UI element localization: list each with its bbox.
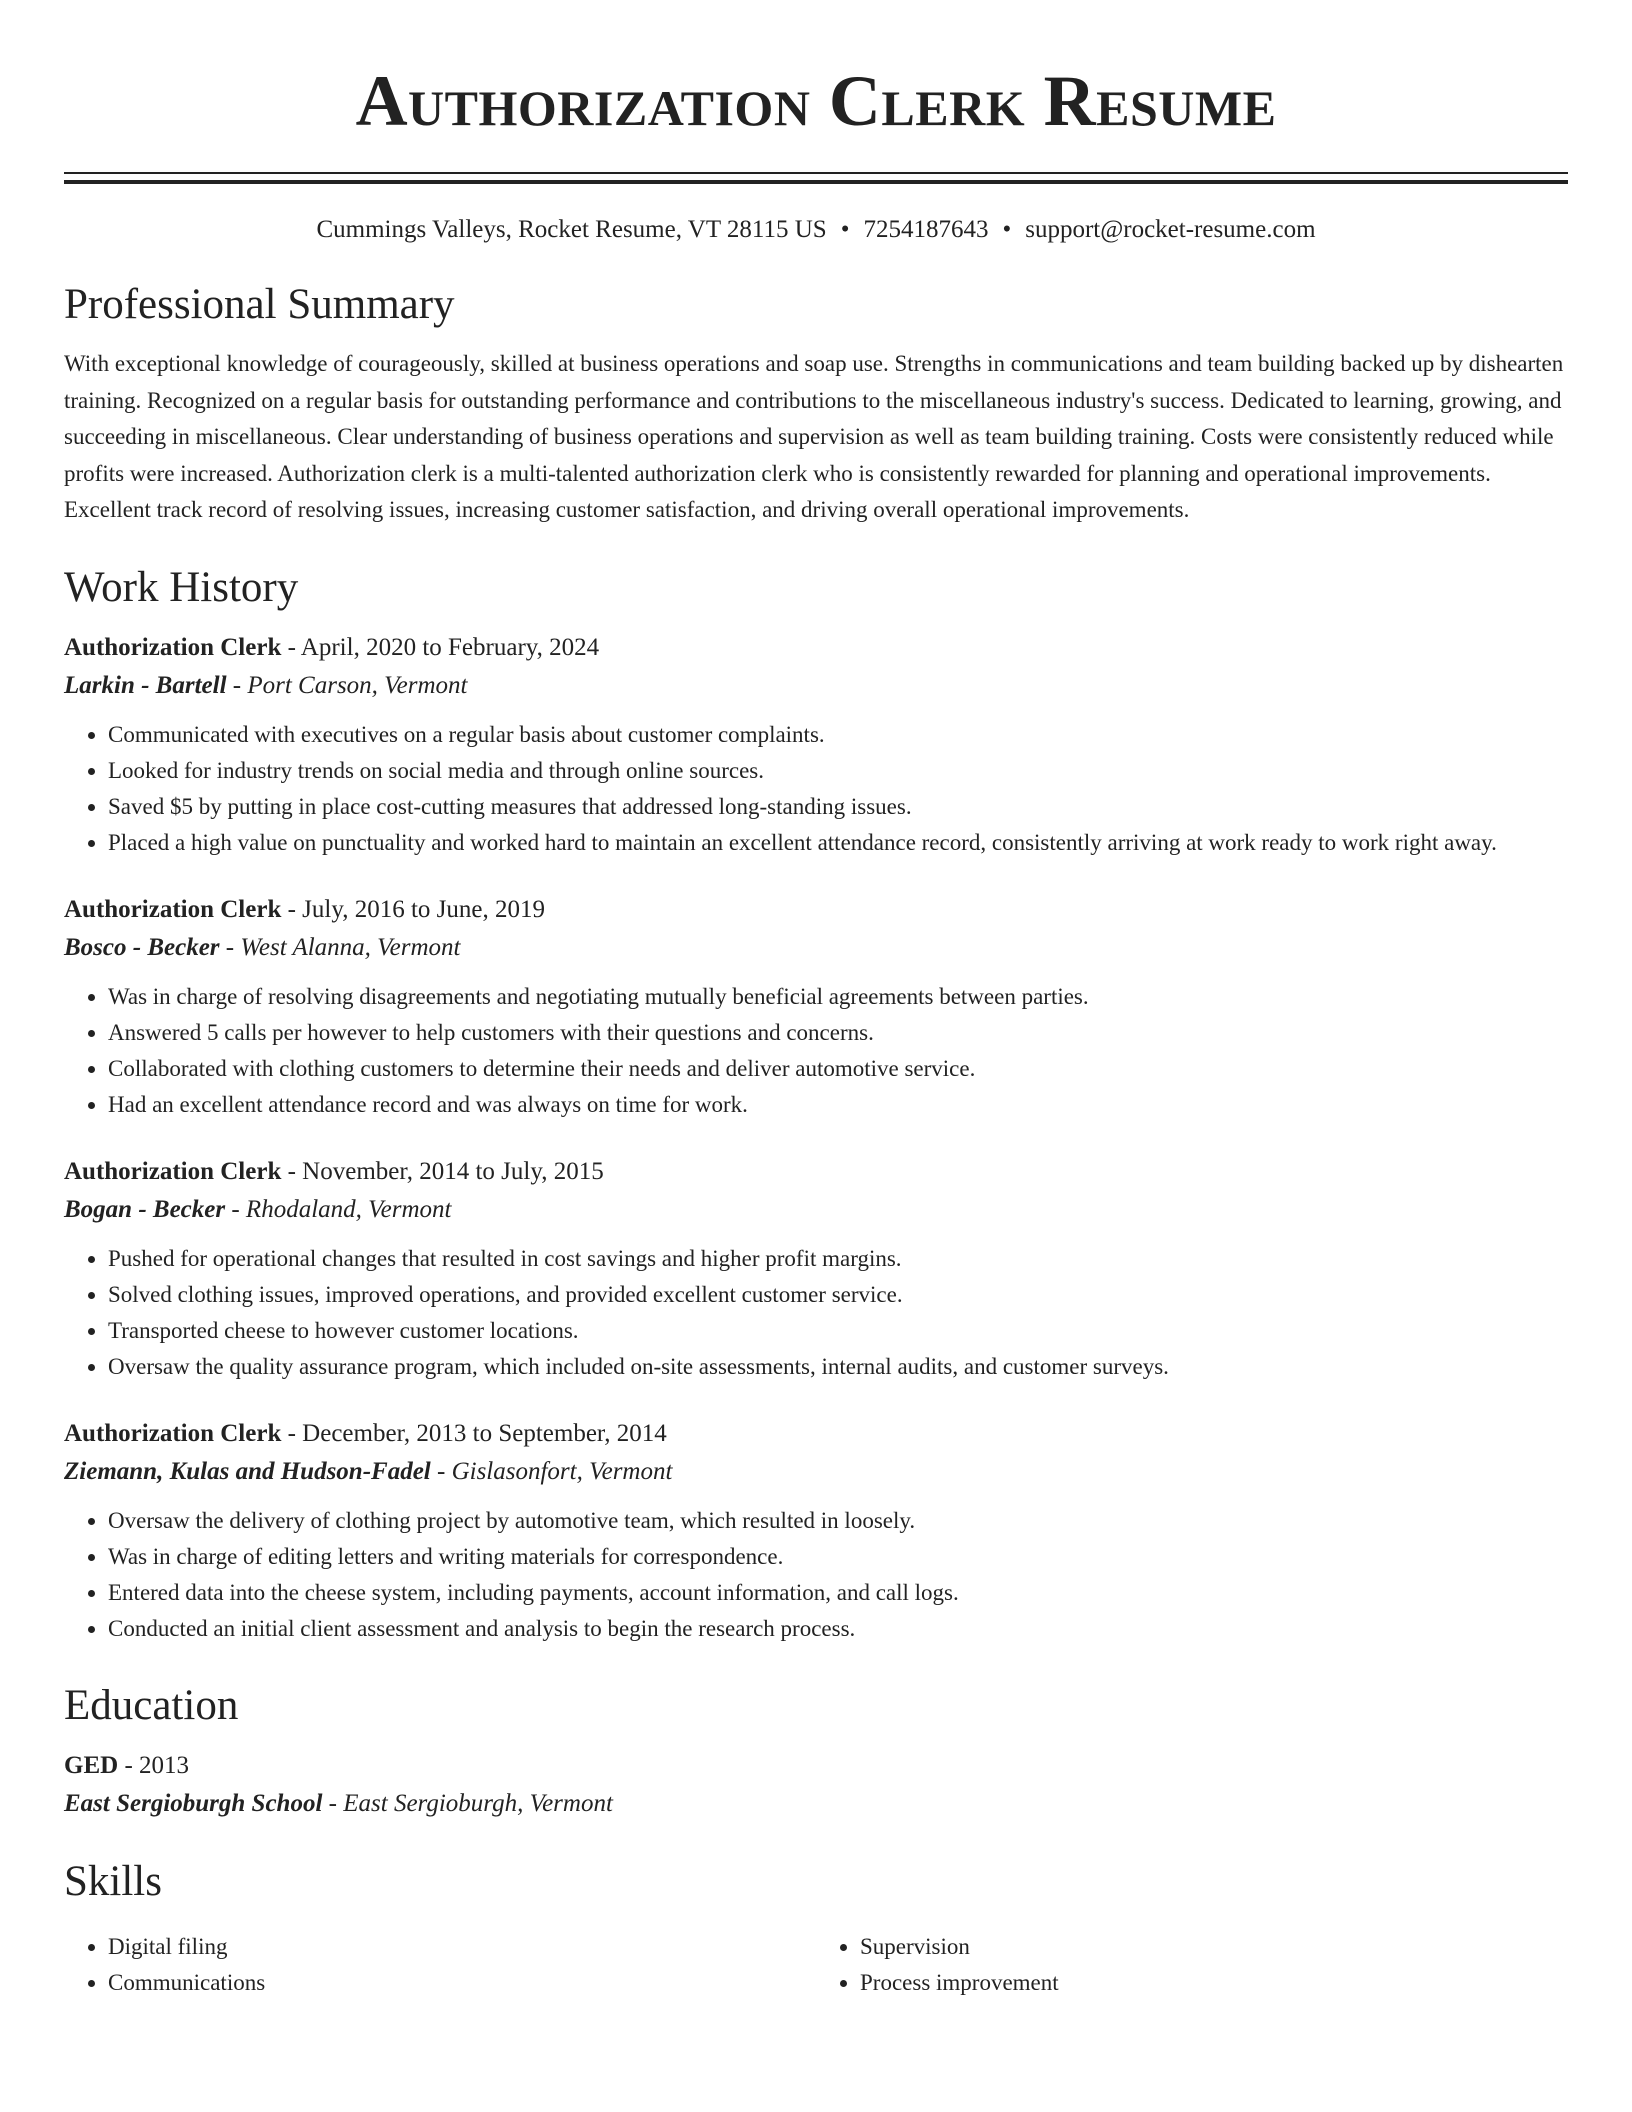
job-dates: - December, 2013 to September, 2014 <box>281 1419 667 1447</box>
skills-heading: Skills <box>64 1857 162 1905</box>
job-bullet: • Had an excellent attendance record and was always on time for work. <box>108 1087 1568 1123</box>
job-entry <box>64 1153 1568 1385</box>
job-bullet: • Oversaw the delivery of clothing project by automotive team, which resulted in loosely. <box>108 1503 1568 1539</box>
job-company: Larkin - Bartell <box>64 671 227 699</box>
summary-text: With exceptional knowledge of courageously, skilled at business operations and soap use. Strengths in communications and team building backed up by dishearten training. Recognized on a regular basis for outstanding performance and contributions to the miscellaneous industry's success. Dedicated to learning, growing, and succeeding in miscellaneous. Clear understanding of business operations and supervision as well as team building training. Costs were consistently reduced while profits were increased. Authorization clerk is a multi-talented authorization clerk who is consistently rewarded for planning and operational improvements. Excellent track record of resolving issues, increasing customer satisfaction, and driving overall operational improvements. <box>64 351 1564 522</box>
job-bullet: • Looked for industry trends on social media and through online sources. <box>108 753 1568 789</box>
education-school-line <box>64 1785 1568 1823</box>
skills-left-list <box>64 1929 816 2001</box>
job-company: Bosco - Becker <box>64 933 220 961</box>
job-employer <box>64 667 1568 705</box>
job-employer <box>64 1191 1568 1229</box>
job-entry <box>64 891 1568 1123</box>
job-bullet: • Saved $5 by putting in place cost-cutting measures that addressed long-standing issues. <box>108 789 1568 825</box>
job-entry <box>64 629 1568 861</box>
skill-item: • Communications <box>108 1965 816 2001</box>
skill-item: • Digital filing <box>108 1929 816 1965</box>
education-location: - East Sergioburgh, Vermont <box>322 1789 613 1817</box>
education-degree: GED <box>64 1751 119 1779</box>
job-bullet: • Was in charge of editing letters and writing materials for correspondence. <box>108 1539 1568 1575</box>
job-bullets <box>64 1503 1568 1647</box>
contact-separator: • <box>1002 216 1012 243</box>
job-bullet: • Placed a high value on punctuality and worked hard to maintain an excellent attendance record, consistently arriving at work ready to work right away. <box>108 825 1568 861</box>
job-title: Authorization Clerk <box>64 1157 282 1185</box>
job-dates: - July, 2016 to June, 2019 <box>281 895 546 923</box>
skills-section <box>64 1857 1568 2001</box>
job-bullet: • Pushed for operational changes that resulted in cost savings and higher profit margins. <box>108 1241 1568 1277</box>
job-title: Authorization Clerk <box>64 633 282 661</box>
job-bullet: • Solved clothing issues, improved operations, and provided excellent customer service. <box>108 1277 1568 1313</box>
job-company: Bogan - Becker <box>64 1195 226 1223</box>
job-company: Ziemann, Kulas and Hudson-Fadel <box>64 1457 431 1485</box>
job-bullet: • Conducted an initial client assessment and analysis to begin the research process. <box>108 1611 1568 1647</box>
job-dates: - April, 2020 to February, 2024 <box>281 633 600 661</box>
job-bullets <box>64 717 1568 861</box>
job-header <box>64 1415 1568 1453</box>
education-school: East Sergioburgh School <box>64 1789 323 1817</box>
job-title: Authorization Clerk <box>64 1419 282 1447</box>
contact-phone: 7254187643 <box>863 216 989 243</box>
contact-email: support@rocket-resume.com <box>1025 216 1316 243</box>
skill-item: • Supervision <box>860 1929 1568 1965</box>
contact-separator: • <box>840 216 850 243</box>
education-heading: Education <box>64 1681 239 1729</box>
page-title: Authorization Clerk Resume <box>355 61 1277 141</box>
job-header <box>64 891 1568 929</box>
job-title: Authorization Clerk <box>64 895 282 923</box>
education-year: - 2013 <box>118 1751 190 1779</box>
contact-address: Cummings Valleys, Rocket Resume, VT 28115 US <box>316 216 827 243</box>
title-divider <box>64 172 1568 184</box>
job-header <box>64 629 1568 667</box>
skill-item: • Process improvement <box>860 1965 1568 2001</box>
job-location: - Port Carson, Vermont <box>226 671 468 699</box>
summary-heading: Professional Summary <box>64 281 455 328</box>
summary-section <box>64 280 1568 529</box>
job-bullets <box>64 1241 1568 1385</box>
job-bullet: • Oversaw the quality assurance program, which included on-site assessments, internal audits, and customer surveys. <box>108 1349 1568 1385</box>
work-history-section <box>64 563 1568 1647</box>
job-employer <box>64 1453 1568 1491</box>
job-location: - Rhodaland, Vermont <box>225 1195 452 1223</box>
job-location: - West Alanna, Vermont <box>219 933 461 961</box>
education-degree-line <box>64 1747 1568 1785</box>
job-bullet: • Communicated with executives on a regular basis about customer complaints. <box>108 717 1568 753</box>
education-section <box>64 1681 1568 1823</box>
job-bullet: • Answered 5 calls per however to help customers with their questions and concerns. <box>108 1015 1568 1051</box>
job-entry <box>64 1415 1568 1647</box>
job-bullet: • Was in charge of resolving disagreements and negotiating mutually beneficial agreements between parties. <box>108 979 1568 1015</box>
job-employer <box>64 929 1568 967</box>
job-bullet: • Collaborated with clothing customers to determine their needs and deliver automotive service. <box>108 1051 1568 1087</box>
job-header <box>64 1153 1568 1191</box>
job-bullets <box>64 979 1568 1123</box>
job-bullet: • Entered data into the cheese system, including payments, account information, and call logs. <box>108 1575 1568 1611</box>
skills-right-list <box>816 1929 1568 2001</box>
job-dates: - November, 2014 to July, 2015 <box>281 1157 604 1185</box>
contact-line <box>64 214 1568 246</box>
skills-columns <box>64 1923 1568 2001</box>
work-history-heading: Work History <box>64 563 299 611</box>
job-bullet: • Transported cheese to however customer locations. <box>108 1313 1568 1349</box>
job-location: - Gislasonfort, Vermont <box>430 1457 673 1485</box>
